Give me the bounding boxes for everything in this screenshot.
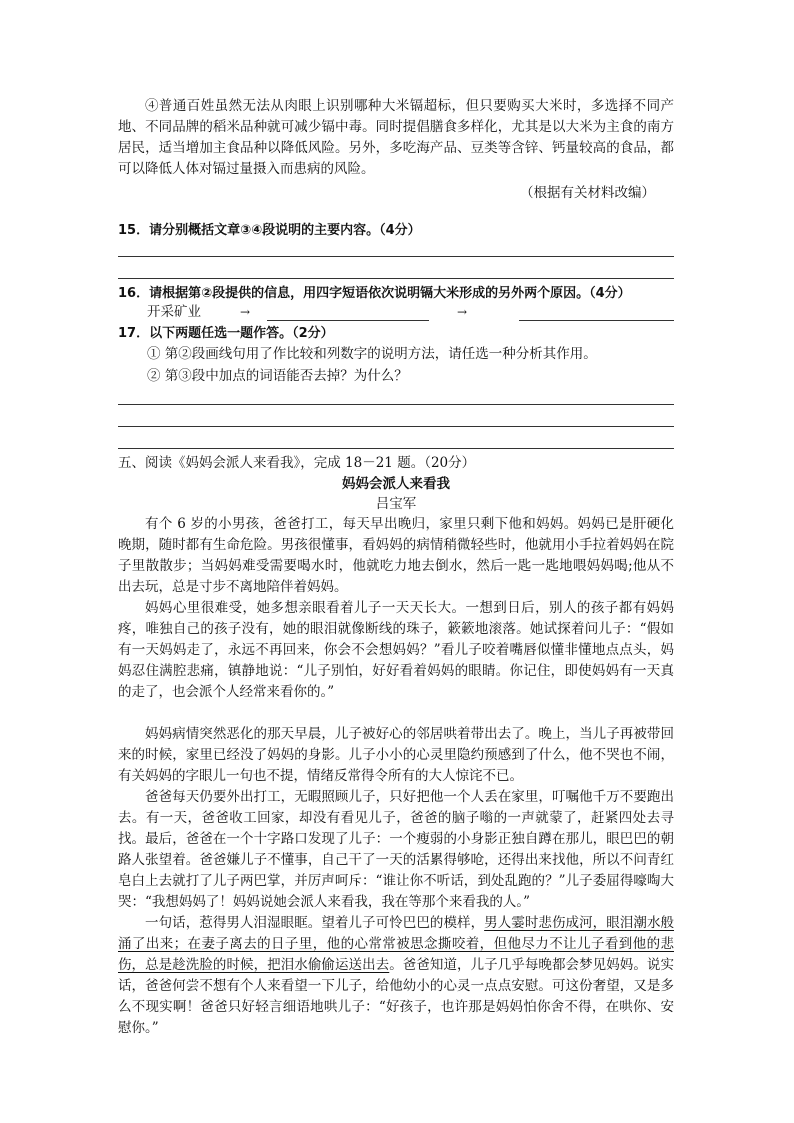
source-note: （根据有关材料改编） xyxy=(520,185,655,201)
arrow-icon: → xyxy=(240,305,251,319)
question-16: 16．请根据第②段提供的信息，用四字短语依次说明镉大米形成的另外两个原因。（4分） xyxy=(118,286,631,301)
q16-blank-1[interactable] xyxy=(267,320,429,321)
story-p5-rest: 。爸爸知道，儿子几乎每晚都会梦见妈妈。说实话，爸爸何尝不想有个人来看望一下儿子，给他幼小的心灵一点点安慰。可这份奢望，又是多么不现实啊！爸爸只好轻言细语地哄儿子：“好孩子，也许那是妈妈怕你舍不得，在哄你、安慰你。” xyxy=(118,957,674,1036)
story-paragraph-3: 妈妈病情突然恶化的那天早晨，儿子被好心的邻居哄着带出去了。晚上，当儿子再被带回来的时候，家里已经没了妈妈的身影。儿子小小的心灵里隐约预感到了什么，他不哭也不闹，有关妈妈的字眼儿一句也不提，情绪反常得令所有的大人惊诧不已。 xyxy=(118,726,674,784)
q16-start-label: 开采矿业 xyxy=(147,304,201,320)
q17-option-1: ① 第②段画线句用了作比较和列数字的说明方法，请任选一种分析其作用。 xyxy=(147,346,597,362)
answer-line-17-1[interactable] xyxy=(118,404,674,405)
answer-line-17-2[interactable] xyxy=(118,426,674,427)
q16-blank-2[interactable] xyxy=(519,320,674,321)
story-author: 吕宝军 xyxy=(375,496,417,512)
q17-option-2: ② 第③段中加点的词语能否去掉？为什么？ xyxy=(147,368,408,384)
paragraph-4: ④普通百姓虽然无法从肉眼上识别哪种大米镉超标，但只要购买大米时，多选择不同产地、不同品牌的稻米品种就可减少镉中毒。同时提倡膳食多样化，尤其是以大米为主食的南方居民，适当增加主食品种以降低风险。另外，多吃海产品、豆类等含锌、钙量较高的食品，都可以降低人体对镉过量摄入而患病的风险。 xyxy=(118,98,674,177)
answer-line-15-1[interactable] xyxy=(118,256,674,257)
story-title: 妈妈会派人来看我 xyxy=(342,476,450,492)
answer-line-15-2[interactable] xyxy=(118,278,674,279)
question-17: 17．以下两题任选一题作答。（2分） xyxy=(118,326,334,341)
story-p5-lead: 一句话，惹得男人泪湿眼眶。望着儿子可怜巴巴的模样， xyxy=(145,915,485,931)
arrow-icon: → xyxy=(457,305,468,319)
story-paragraph-2: 妈妈心里很难受，她多想亲眼看着儿子一天天长大。一想到日后，别人的孩子都有妈妈疼，唯独自己的孩子没有，她的眼泪就像断线的珠子，簌簌地滚落。她试探着问儿子：“假如有一天妈妈走了，永远不再回来，你会不会想妈妈？”看儿子咬着嘴唇似懂非懂地点点头，妈妈忍住满腔悲痛，镇静地说：“儿子别怕，好好看着妈妈的眼睛。你记住，即使妈妈有一天真的走了，也会派个人经常来看你的。” xyxy=(118,600,674,700)
answer-line-17-3[interactable] xyxy=(118,448,674,449)
section-5-heading: 五、阅读《妈妈会派人来看我》，完成 18－21 题。（20分） xyxy=(118,455,476,471)
underlined-sentence: 男人霎时悲伤成河，眼泪潮水般涌了出来；在妻子离去的日子里，他的心常常被思念撕咬着，但他尽力不让儿子看到他的悲伤，总是趁洗脸的时候，把泪水偷偷运送出去 xyxy=(118,915,675,973)
story-paragraph-1: 有个 6 岁的小男孩，爸爸打工，每天早出晚归，家里只剩下他和妈妈。妈妈已是肝硬化晚期，随时都有生命危险。男孩很懂事，看妈妈的病情稍微轻些时，他就用小手拉着妈妈在院子里散散步；当妈妈难受需要喝水时，他就吃力地去倒水，然后一匙一匙地喂妈妈喝;他从不出去玩，总是寸步不离地陪伴着妈妈。 xyxy=(118,516,674,595)
question-15: 15．请分别概括文章③④段说明的主要内容。（4分） xyxy=(118,223,421,238)
story-paragraph-5 xyxy=(118,913,674,1039)
story-paragraph-4: 爸爸每天仍要外出打工，无暇照顾儿子，只好把他一个人丢在家里，叮嘱他千万不要跑出去。有一天，爸爸收工回家，却没有看见儿子，爸爸的脑子嗡的一声就蒙了，赶紧四处去寻找。最后，爸爸在一个十字路口发现了儿子：一个瘦弱的小身影正独自蹲在那儿，眼巴巴的朝路人张望着。爸爸嫌儿子不懂事，自己干了一天的活累得够呛，还得出来找他，所以不问青红皂白上去就打了儿子两巴掌，并厉声呵斥：“谁让你不听话，到处乱跑的？”儿子委屈得嚎啕大哭：“我想妈妈了！妈妈说她会派人来看我，我在等那个来看我的人。” xyxy=(118,789,674,910)
